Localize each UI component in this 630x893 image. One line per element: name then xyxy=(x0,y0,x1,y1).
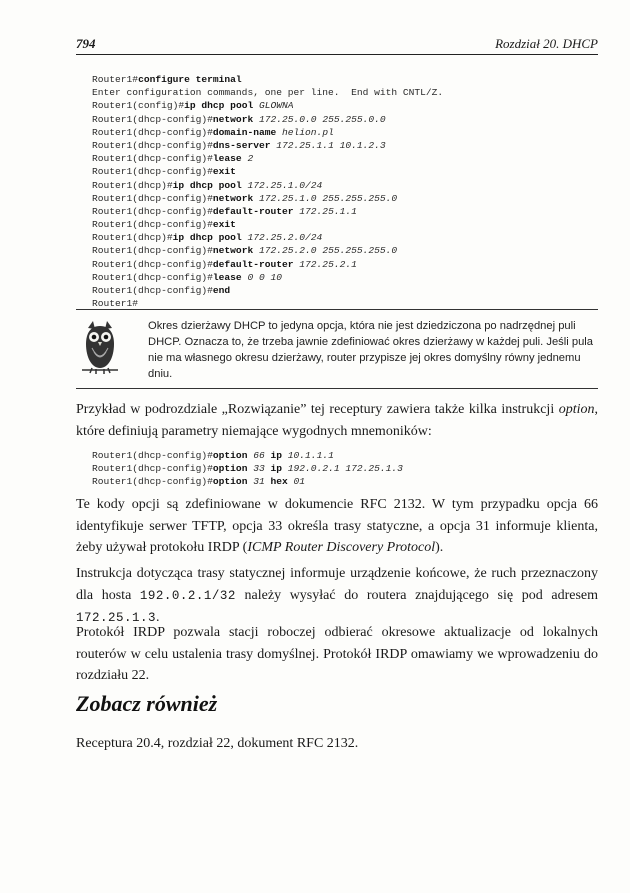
code-command: ip dhcp pool xyxy=(172,179,242,191)
code-argument: 172.25.1.0/24 xyxy=(247,179,323,191)
code-text: Router1(dhcp)# xyxy=(92,232,173,244)
code-argument: 172.25.1.1 10.1.2.3 xyxy=(276,139,386,151)
code-argument: 172.25.0.0 255.255.0.0 xyxy=(258,113,386,125)
code-argument: helion.pl xyxy=(282,126,334,138)
code-listing-options xyxy=(92,449,403,489)
paragraph-option-intro: Przykład w podrozdziale „Rozwiązanie” tej receptury zawiera także kilka instrukcji option, które definiują parametry niemające wygodnych mnemoników: xyxy=(76,402,598,439)
code-text: Router1(dhcp-config)# xyxy=(92,113,213,125)
code-text: Router1# xyxy=(92,298,139,310)
header-rule xyxy=(76,54,598,55)
code-text: Router1(dhcp-config)# xyxy=(92,476,213,488)
code-text: Router1(config)# xyxy=(92,100,185,112)
code-command: default-router xyxy=(212,205,294,217)
see-also-text: Receptura 20.4, rozdział 22, dokument RFC 2132. xyxy=(76,736,359,751)
code-command: default-router xyxy=(212,258,294,270)
code-command: ip dhcp pool xyxy=(172,232,242,244)
code-text: Router1(dhcp-config)# xyxy=(92,205,213,217)
code-line xyxy=(92,462,403,475)
code-command: option xyxy=(212,450,248,461)
owl-icon xyxy=(80,318,120,374)
code-argument: 01 xyxy=(293,476,306,488)
code-text: Enter configuration commands, one per line. End with CNTL/Z. xyxy=(92,87,444,99)
code-line xyxy=(92,139,443,152)
code-argument: 172.25.1.0 255.255.255.0 xyxy=(258,192,398,204)
page-number: 794 xyxy=(76,36,96,51)
code-line xyxy=(92,165,443,178)
code-command: dns-server xyxy=(212,139,271,151)
code-argument: 10.1.1.1 xyxy=(287,450,334,461)
code-command: exit xyxy=(212,166,236,178)
code-command: ip xyxy=(270,450,283,461)
code-argument: 172.25.2.0/24 xyxy=(247,232,323,244)
code-command: network xyxy=(212,192,254,204)
chapter-title: Rozdział 20. DHCP xyxy=(495,36,598,51)
code-text: Router1# xyxy=(92,74,139,85)
code-command: configure terminal xyxy=(138,74,242,85)
paragraph-irdp: Protokół IRDP pozwala stacji roboczej odbierać okresowe aktualizacje od lokalnych routerów w celu ustalenia trasy domyślnej. Protokół IRDP omawiamy we wprowadzeniu do rozdziału 22. xyxy=(76,625,598,683)
code-line xyxy=(92,449,403,462)
code-line xyxy=(92,271,443,284)
code-line xyxy=(92,113,443,126)
code-argument: GLOWNA xyxy=(258,100,294,112)
note-bottom-rule xyxy=(76,388,598,389)
code-command: exit xyxy=(212,219,236,231)
code-argument: 33 xyxy=(253,463,265,475)
code-text: Router1(dhcp-config)# xyxy=(92,153,213,165)
code-line xyxy=(92,192,443,205)
code-text: Router1(dhcp-config)# xyxy=(92,166,213,178)
code-command: domain-name xyxy=(212,126,277,138)
code-argument: 31 xyxy=(253,476,265,488)
code-command: ip dhcp pool xyxy=(184,100,254,112)
code-command: network xyxy=(212,113,254,125)
code-command: ip xyxy=(270,463,283,475)
code-line xyxy=(92,126,443,139)
code-line xyxy=(92,99,443,112)
code-line xyxy=(92,152,443,165)
code-listing-dhcp-pools xyxy=(92,73,443,310)
code-text: Router1(dhcp-config)# xyxy=(92,271,213,283)
code-text: Router1(dhcp-config)# xyxy=(92,126,213,138)
code-line xyxy=(92,475,403,488)
code-text: Router1(dhcp-config)# xyxy=(92,450,213,461)
code-text: Router1(dhcp-config)# xyxy=(92,139,213,151)
code-text: Router1(dhcp-config)# xyxy=(92,285,213,296)
code-line xyxy=(92,244,443,257)
code-line xyxy=(92,218,443,231)
paragraph-static-route: Instrukcja dotycząca trasy statycznej informuje urządzenie końcowe, że ruch przeznaczony dla hosta 192.0.2.1/32 należy wysyłać do routera znajdującego się pod adresem 172.25.1.3. xyxy=(76,566,599,625)
code-argument: 0 0 10 xyxy=(247,271,283,283)
code-argument: 172.25.2.0 255.255.255.0 xyxy=(258,245,398,257)
code-text: Router1(dhcp-config)# xyxy=(92,192,213,204)
code-argument: 192.0.2.1 172.25.1.3 xyxy=(287,463,403,475)
paragraph-rfc-2132: Te kody opcji są zdefiniowane w dokumencie RFC 2132. W tym przypadku opcja 66 identyfikuje serwer TFTP, opcja 33 określa trasy statyczne, a opcja 31 informuje klienta, żeby używał protokołu IRDP (ICMP Router Discovery Protocol). xyxy=(76,497,598,555)
code-argument: 2 xyxy=(247,153,254,165)
code-text: Router1(dhcp)# xyxy=(92,179,173,191)
code-argument: 172.25.1.1 xyxy=(299,205,357,217)
code-line xyxy=(92,86,443,99)
code-text: Router1(dhcp-config)# xyxy=(92,258,213,270)
code-command: lease xyxy=(212,153,242,165)
code-line xyxy=(92,73,443,86)
code-line xyxy=(92,284,443,297)
code-command: end xyxy=(212,285,231,296)
code-command: option xyxy=(212,476,248,488)
section-title-see-also: Zobacz również xyxy=(76,691,218,716)
code-command: lease xyxy=(212,271,242,283)
code-line xyxy=(92,205,443,218)
code-line xyxy=(92,258,443,271)
code-argument: 66 xyxy=(253,450,265,461)
code-line xyxy=(92,231,443,244)
code-text: Router1(dhcp-config)# xyxy=(92,463,213,475)
page-header xyxy=(76,36,598,54)
code-line xyxy=(92,179,443,192)
code-text: Router1(dhcp-config)# xyxy=(92,219,213,231)
code-argument: 172.25.2.1 xyxy=(299,258,357,270)
code-command: hex xyxy=(270,476,288,488)
code-text: Router1(dhcp-config)# xyxy=(92,245,213,257)
code-command: network xyxy=(212,245,254,257)
note-text: Okres dzierżawy DHCP to jedyna opcja, która nie jest dziedziczona po nadrzędnej puli DHCP. Oznacza to, że trzeba jawnie zdefiniować okres dzierżawy w każdej puli. Jeśli pula nie ma własnego okresu dzierżawy, router przypisze jej okres domyślny równy jednemu dniu. xyxy=(148,320,594,380)
note-top-rule xyxy=(76,309,598,310)
code-command: option xyxy=(212,463,248,475)
